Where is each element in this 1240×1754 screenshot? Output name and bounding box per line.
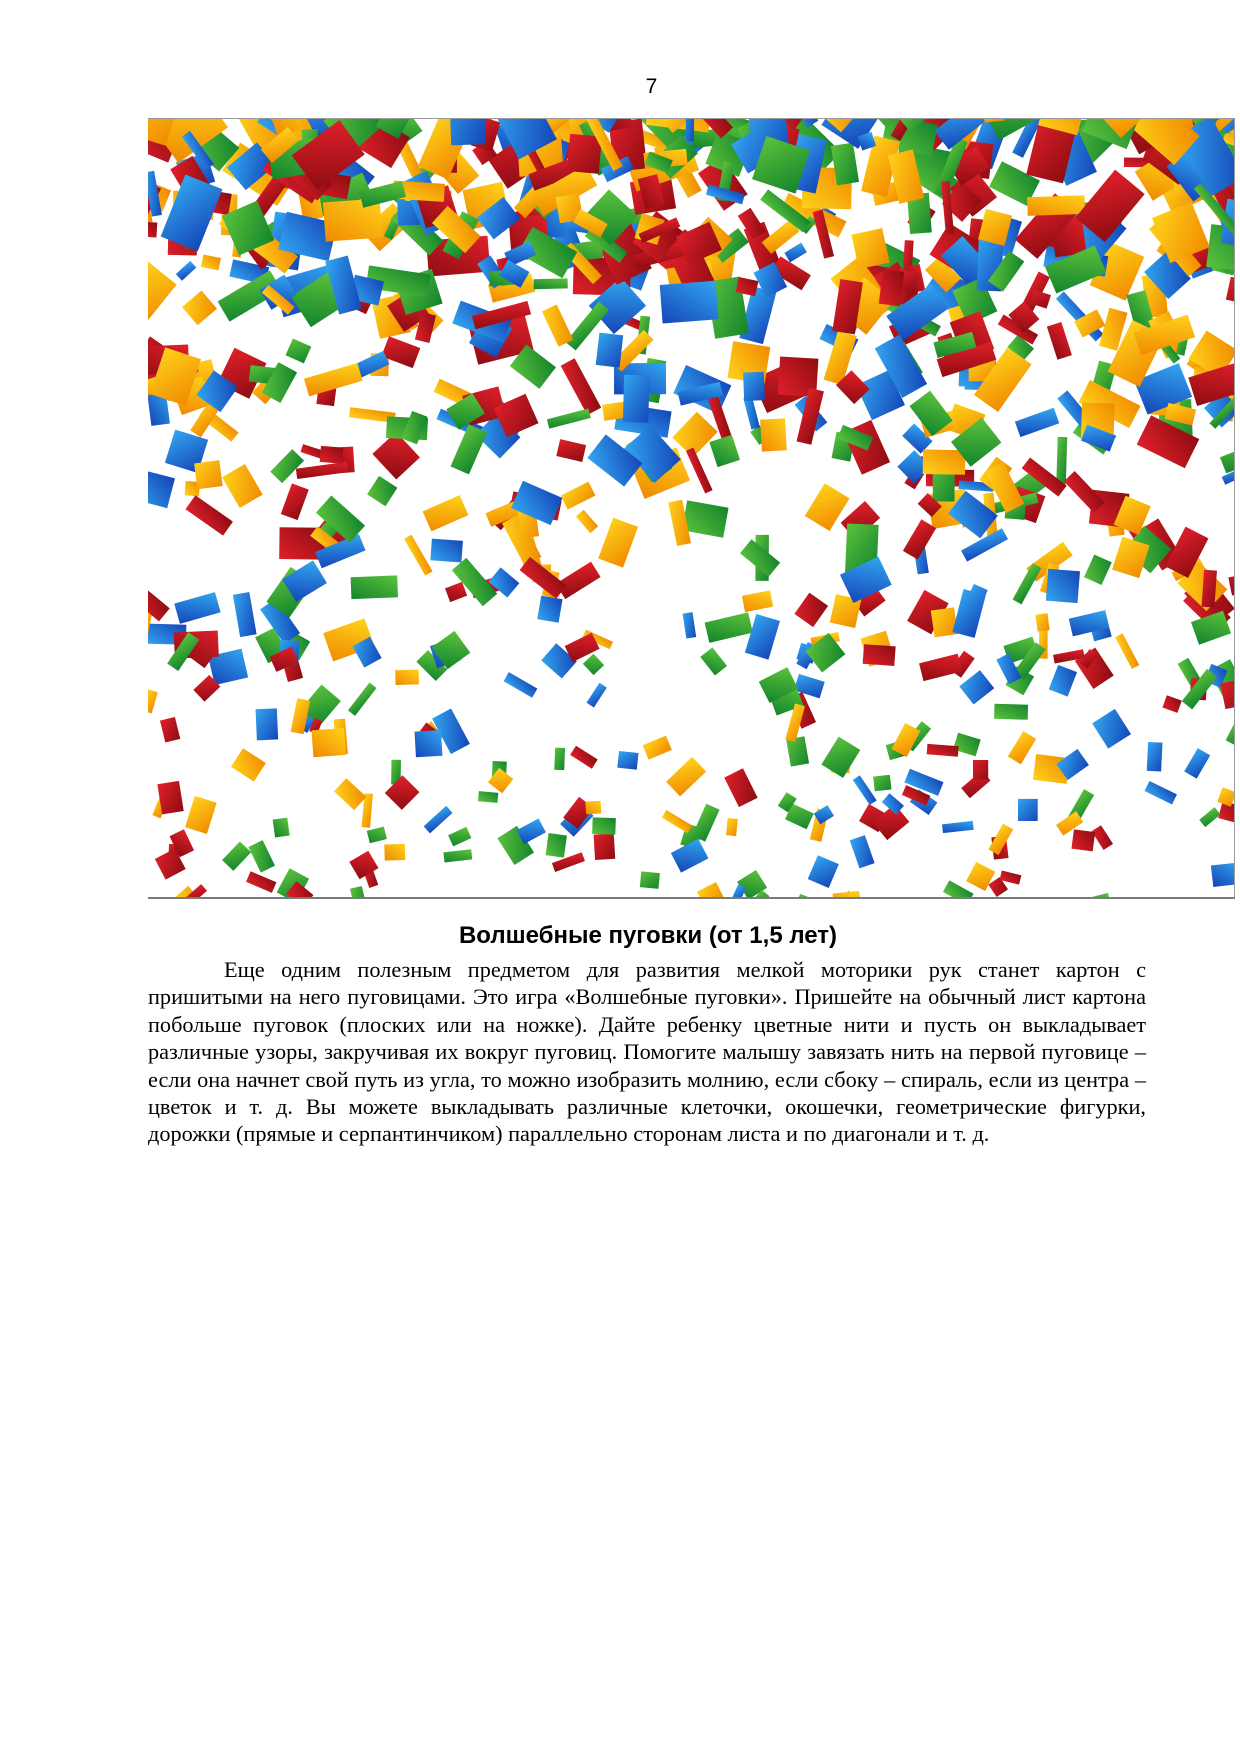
confetti-piece <box>384 844 405 861</box>
confetti-piece <box>448 827 471 847</box>
confetti-piece <box>784 243 807 263</box>
confetti-piece <box>160 717 180 743</box>
confetti-piece <box>923 449 966 474</box>
confetti-piece <box>561 358 602 415</box>
confetti-piece <box>640 871 660 888</box>
confetti-piece <box>660 281 719 324</box>
confetti-piece <box>683 612 697 638</box>
confetti-piece <box>449 119 486 145</box>
confetti-piece <box>942 821 974 833</box>
confetti-piece <box>1092 709 1131 749</box>
confetti-piece <box>1046 569 1080 603</box>
confetti-piece <box>148 466 175 508</box>
confetti-piece <box>542 305 573 347</box>
confetti-piece <box>743 372 765 401</box>
confetti-piece <box>709 435 740 467</box>
confetti-piece <box>666 757 706 797</box>
confetti-piece <box>423 495 469 531</box>
confetti-piece <box>743 396 760 429</box>
confetti-piece <box>222 841 251 870</box>
confetti-piece <box>705 612 753 643</box>
confetti-piece <box>174 592 220 624</box>
confetti-piece <box>794 593 828 627</box>
confetti-piece <box>1013 563 1042 604</box>
confetti-piece <box>1049 665 1077 697</box>
confetti-piece <box>350 886 368 897</box>
confetti-piece <box>246 871 276 893</box>
confetti-piece <box>561 482 596 510</box>
confetti-piece <box>186 495 233 535</box>
confetti-piece <box>1027 195 1085 216</box>
confetti-piece <box>256 708 279 740</box>
confetti-piece <box>1015 408 1059 437</box>
confetti-piece <box>296 462 349 479</box>
confetti-piece <box>903 519 936 559</box>
confetti-piece <box>1184 748 1210 778</box>
confetti-piece <box>311 728 345 757</box>
confetti-piece <box>567 134 602 174</box>
confetti-piece <box>546 833 567 858</box>
confetti-piece <box>430 539 463 563</box>
confetti-piece <box>248 840 275 872</box>
confetti-piece <box>617 751 638 770</box>
confetti-piece <box>682 500 729 537</box>
confetti-piece <box>1211 862 1234 887</box>
confetti-piece <box>1202 570 1217 608</box>
confetti-piece <box>1226 717 1234 748</box>
confetti-illustration <box>148 119 1234 897</box>
confetti-piece <box>587 683 607 708</box>
confetti-piece <box>1145 781 1177 804</box>
confetti-piece <box>185 796 217 834</box>
confetti-piece <box>273 818 290 838</box>
confetti-piece <box>853 775 877 805</box>
confetti-piece <box>414 730 442 757</box>
article-title: Волшебные пуговки (от 1,5 лет) <box>458 922 838 949</box>
confetti-piece <box>1228 574 1234 596</box>
confetti-piece <box>943 880 974 897</box>
confetti-piece <box>351 575 398 599</box>
confetti-piece <box>488 768 513 793</box>
confetti-piece <box>233 592 257 637</box>
confetti-piece <box>1226 277 1234 306</box>
confetti-piece <box>686 119 695 141</box>
confetti-piece <box>794 894 809 897</box>
confetti-piece <box>201 254 221 270</box>
confetti-piece <box>879 269 904 306</box>
confetti-piece <box>592 817 616 834</box>
confetti-piece <box>745 614 780 660</box>
confetti-piece <box>320 446 344 464</box>
confetti-piece <box>556 562 601 599</box>
confetti-piece <box>873 775 891 792</box>
confetti-piece <box>594 833 616 860</box>
confetti-piece <box>973 760 988 780</box>
confetti-piece <box>833 891 861 897</box>
confetti-piece <box>504 672 538 698</box>
confetti-piece <box>576 510 598 533</box>
confetti-piece <box>1162 695 1181 713</box>
confetti-piece <box>692 804 720 842</box>
confetti-piece <box>194 460 223 489</box>
confetti-piece <box>1091 893 1112 897</box>
confetti-piece <box>808 855 839 888</box>
confetti-piece <box>742 590 773 612</box>
confetti-piece <box>385 775 420 810</box>
article-paragraph: Еще одним полезным предметом для развития мелкой моторики рук станет картон с пришитыми на него пуговицами. Это игра «Волшебные пуговки». Пришейте на обычный лист картона побольше пуговок (плоских или на ножке). Дайте ребенку цветные нити и пусть он выкладывает различные узоры, закручивая их вокруг пуговиц. Помогите малышу завязать нить на первой пуговице – если она начнет свой путь из угла, то можно изобразить молнию, если сбоку – спираль, если из центра – цветок и т. д. Вы можете выкладывать различные клеточки, окошечки, геометрические фигурки, дорожки (прямые и серпантинчиком) параллельно сторонам листа и по диагонали и т. д. <box>148 957 1146 1147</box>
confetti-piece <box>596 333 624 368</box>
confetti-piece <box>662 810 692 833</box>
confetti-piece <box>672 412 717 458</box>
confetti-piece <box>182 291 217 326</box>
confetti-piece <box>671 839 709 873</box>
confetti-piece <box>285 338 311 363</box>
confetti-piece <box>1035 613 1049 631</box>
confetti-image <box>148 118 1235 899</box>
confetti-piece <box>281 483 309 520</box>
confetti-piece <box>994 704 1028 720</box>
confetti-piece <box>686 447 713 493</box>
confetti-piece <box>367 476 397 506</box>
confetti-piece <box>348 683 377 716</box>
confetti-piece <box>726 818 738 836</box>
confetti-piece <box>585 801 601 815</box>
confetti-piece <box>1220 443 1234 473</box>
confetti-piece <box>919 654 962 682</box>
confetti-piece <box>334 778 366 810</box>
confetti-piece <box>547 409 591 429</box>
confetti-piece <box>404 535 433 576</box>
confetti-piece <box>959 670 994 704</box>
confetti-piece <box>222 464 263 508</box>
confetti-piece <box>176 261 196 281</box>
confetti-piece <box>724 768 757 807</box>
confetti-piece <box>148 221 157 237</box>
confetti-piece <box>927 744 959 757</box>
confetti-piece <box>952 589 985 638</box>
confetti-piece <box>821 737 860 778</box>
confetti-piece <box>863 644 896 666</box>
confetti-piece <box>1115 633 1139 669</box>
confetti-piece <box>786 736 809 766</box>
confetti-piece <box>424 806 453 834</box>
confetti-piece <box>443 849 472 862</box>
confetti-piece <box>478 791 498 803</box>
confetti-piece <box>850 835 875 868</box>
confetti-piece <box>556 439 586 462</box>
confetti-piece <box>1056 437 1067 485</box>
confetti-piece <box>1084 554 1112 585</box>
confetti-piece <box>931 607 958 637</box>
confetti-piece <box>1199 807 1220 827</box>
confetti-piece <box>554 748 565 770</box>
confetti-piece <box>1217 787 1234 807</box>
confetti-piece <box>537 596 562 623</box>
confetti-piece <box>961 528 1008 562</box>
confetti-piece <box>533 278 567 289</box>
confetti-piece <box>1071 829 1095 851</box>
confetti-piece <box>445 582 467 602</box>
confetti-piece <box>697 882 724 897</box>
confetti-piece <box>583 654 604 675</box>
confetti-piece <box>395 670 419 685</box>
confetti-piece <box>643 736 672 760</box>
confetti-piece <box>231 748 266 781</box>
confetti-piece <box>450 424 487 474</box>
confetti-piece <box>623 375 650 423</box>
confetti-piece <box>1047 322 1072 360</box>
confetti-piece <box>700 647 727 675</box>
confetti-piece <box>1018 799 1038 821</box>
confetti-piece <box>148 259 177 332</box>
confetti-piece <box>570 746 598 769</box>
confetti-piece <box>367 827 387 844</box>
confetti-piece <box>760 418 787 451</box>
confetti-piece <box>1008 731 1036 764</box>
confetti-piece <box>1092 825 1113 850</box>
confetti-piece <box>148 689 158 713</box>
confetti-piece <box>1147 742 1163 772</box>
page-number: 7 <box>645 75 658 98</box>
confetti-piece <box>598 518 638 568</box>
